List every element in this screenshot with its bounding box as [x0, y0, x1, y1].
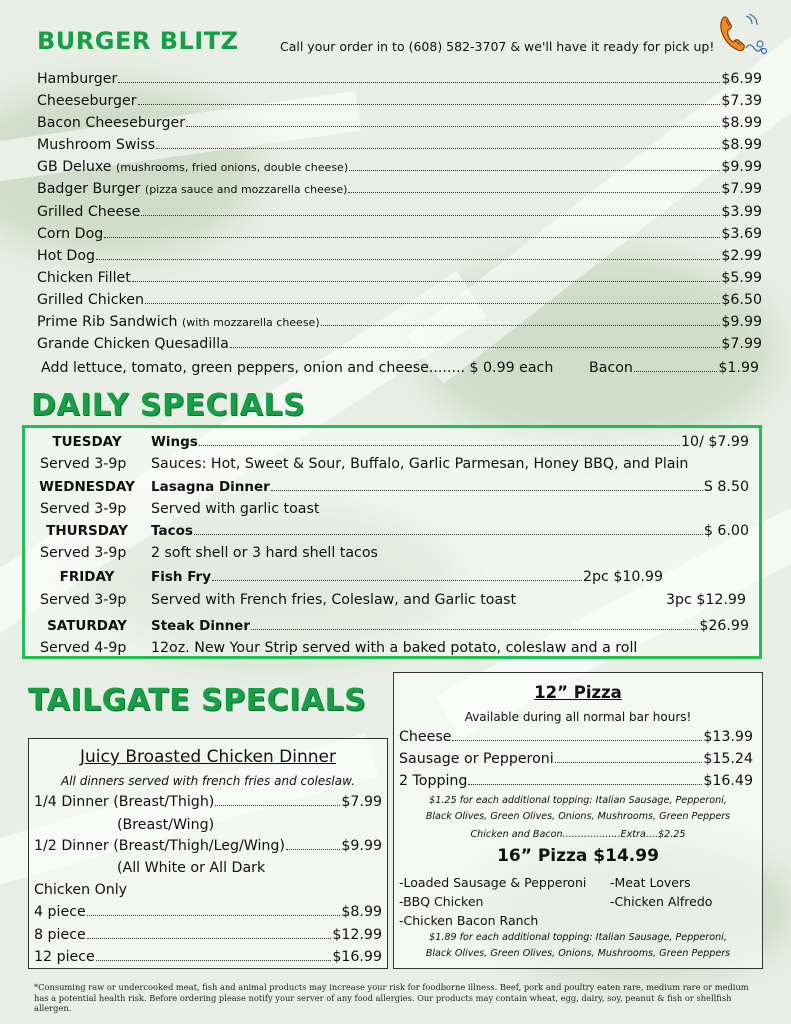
special-detail-row: Served 3-9p 2 soft shell or 3 hard shell tacos	[40, 545, 378, 561]
chicken-only-label: Chicken Only	[34, 882, 128, 898]
menu-row: Badger Burger (pizza sauce and mozzarella cheese) $7.99	[37, 181, 762, 198]
menu-row: Cheeseburger $7.39	[37, 93, 762, 110]
big-topping-note: $1.89 for each additional topping: Italian Sausage, Pepperoni,	[429, 932, 727, 943]
special-row: FRIDAY Fish Fry 2pc $10.99	[59, 569, 663, 585]
special-detail-row: Served 3-9p Sauces: Hot, Sweet & Sour, Buffalo, Garlic Parmesan, Honey BBQ, and Plain	[40, 456, 689, 472]
topping-note: $1.25 for each additional topping: Italian Sausage, Pepperoni,	[429, 795, 727, 806]
pizza-box	[393, 672, 763, 969]
menu-row: Hamburger $6.99	[37, 71, 762, 87]
special-row: WEDNESDAY Lasagna Dinner S 8.50	[39, 479, 749, 495]
special-detail-row: Served 4-9p 12oz. New Your Strip served with a baked potato, coleslaw and a roll	[40, 640, 638, 656]
phone-icon	[716, 14, 770, 56]
chicken-quarter-alt: (Breast/Wing)	[117, 817, 215, 833]
pizza-16-heading: 16” Pizza $14.99	[497, 846, 659, 866]
tailgate-specials-title: TAILGATE SPECIALS	[28, 683, 367, 718]
menu-row: Grilled Cheese $3.99	[37, 203, 762, 220]
specialty-pizza: -Meat Lovers	[610, 875, 691, 890]
specialty-pizza: -BBQ Chicken	[399, 894, 484, 909]
specialty-pizza: -Loaded Sausage & Pepperoni	[399, 875, 587, 890]
bacon-addon: Bacon $1.99	[589, 360, 759, 376]
chicken-piece-row: 12 piece $16.99	[34, 949, 382, 965]
special-detail-row: Served 3-9p Served with garlic toast	[40, 501, 320, 517]
chicken-piece-row: 4 piece $8.99	[34, 904, 382, 920]
chicken-subheading: All dinners served with french fries and coleslaw.	[61, 774, 355, 788]
menu-row: Hot Dog $2.99	[37, 247, 762, 264]
menu-row: Bacon Cheeseburger $8.99	[37, 115, 762, 132]
chicken-quarter-row: 1/4 Dinner (Breast/Thigh) $7.99	[34, 794, 382, 810]
chicken-half-row: 1/2 Dinner (Breast/Thigh/Leg/Wing) $9.99	[34, 838, 382, 854]
menu-row: Mushroom Swiss $8.99	[37, 137, 762, 154]
daily-specials-title: DAILY SPECIALS	[31, 388, 306, 423]
menu-row: GB Deluxe (mushrooms, fried onions, double cheese) $9.99	[37, 159, 762, 176]
pizza-row: Sausage or Pepperoni $15.24	[399, 751, 753, 767]
topping-note: Chicken and Bacon...................Extra....$2.25	[470, 829, 686, 840]
menu-row: Corn Dog $3.69	[37, 225, 762, 242]
menu-row: Grande Chicken Quesadilla $7.99	[37, 336, 762, 353]
pizza-12-heading: 12” Pizza	[534, 683, 622, 702]
food-safety-disclaimer: *Consuming raw or undercooked meat, fish and animal products may increase your risk for foodborne illness. Beef, pork and poultry eaten rare, medium rare or medium has a potential health risk. Before ordering please notify your server of any food allergies. Our products may contain wheat, egg, dairy, soy, peanut & fish or shellfish allergen.	[34, 982, 749, 1013]
special-row: THURSDAY Tacos $ 6.00	[46, 523, 749, 539]
broasted-chicken-box	[28, 738, 388, 969]
special-row: TUESDAY Wings 10/ $7.99	[52, 434, 749, 450]
call-in-text: Call your order in to (608) 582-3707 & we'll have it ready for pick up!	[280, 39, 715, 54]
burger-blitz-title: BURGER BLITZ	[37, 27, 239, 55]
big-topping-note: Black Olives, Green Olives, Onions, Mushrooms, Green Peppers	[425, 948, 731, 959]
topping-note: Black Olives, Green Olives, Onions, Mushrooms, Green Peppers	[425, 811, 731, 822]
special-row: SATURDAY Steak Dinner $26.99	[47, 618, 749, 634]
special-detail-row: Served 3-9p Served with French fries, Coleslaw, and Garlic toast 3pc $12.99	[40, 592, 746, 608]
pizza-availability: Available during all normal bar hours!	[464, 710, 692, 724]
chicken-piece-row: 8 piece $12.99	[34, 927, 382, 943]
specialty-pizza: -Chicken Alfredo	[610, 894, 713, 909]
chicken-half-alt: (All White or All Dark	[117, 860, 266, 876]
menu-row: Chicken Fillet $5.99	[37, 269, 762, 286]
addons-text: Add lettuce, tomato, green peppers, onion and cheese........ $ 0.99 each	[41, 360, 554, 376]
specialty-pizza: -Chicken Bacon Ranch	[399, 913, 539, 928]
daily-specials-box	[22, 425, 762, 659]
pizza-row: Cheese $13.99	[399, 729, 753, 745]
burger-menu-list	[37, 71, 762, 358]
menu-row: Prime Rib Sandwich (with mozzarella cheese) $9.99	[37, 314, 762, 331]
menu-row: Grilled Chicken $6.50	[37, 291, 762, 308]
chicken-heading: Juicy Broasted Chicken Dinner	[80, 747, 336, 767]
pizza-row: 2 Topping $16.49	[399, 773, 753, 789]
addons-line	[41, 360, 759, 376]
